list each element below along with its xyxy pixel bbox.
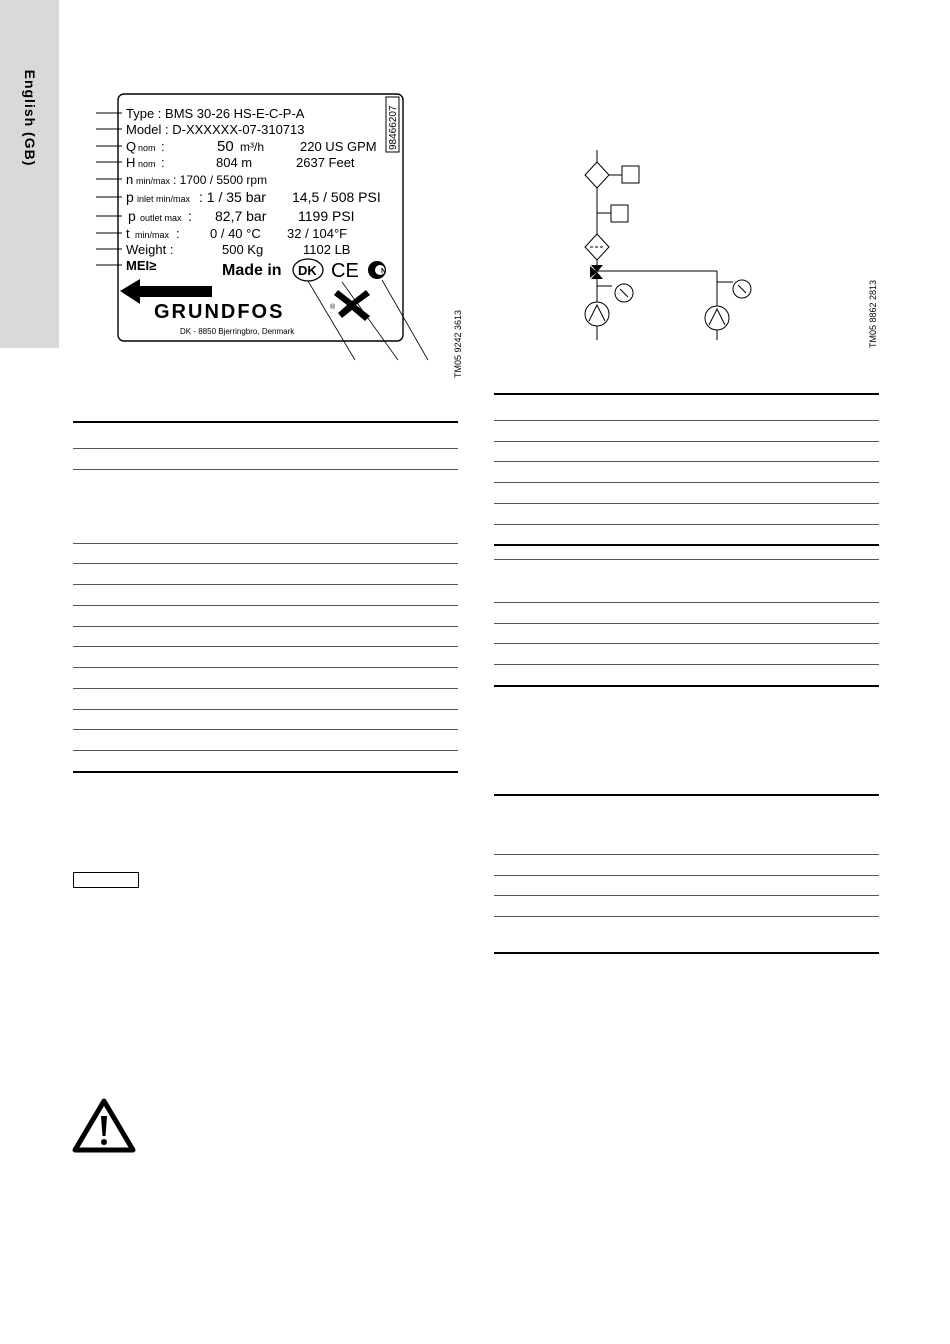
right-table-rule [494, 461, 879, 462]
right-table2-rule [494, 916, 879, 917]
weight-value: 500 Kg [222, 242, 264, 257]
side-tab [0, 0, 59, 348]
left-table-rule [73, 667, 458, 668]
h-colon: : [161, 155, 165, 170]
instrument-box-1 [622, 166, 639, 183]
right-table2-rule [494, 854, 879, 855]
p-inlet-sub: inlet min/max [137, 194, 191, 204]
h-label: H [126, 155, 136, 170]
right-table2-top-rule [494, 794, 879, 796]
q-sub: nom [138, 143, 156, 153]
right-table-rule [494, 441, 879, 442]
q-colon: : [161, 139, 165, 154]
warning-icon [72, 1098, 136, 1154]
weight-alt: 1102 LB [303, 242, 351, 257]
n-label: n [126, 172, 134, 187]
p-inlet-label: p [126, 189, 134, 205]
nameplate-figure-code: TM05 9242 3613 [453, 309, 463, 378]
right-table-rule [494, 544, 879, 546]
left-table-rule [73, 626, 458, 627]
left-table-rule [73, 448, 458, 449]
left-table-rule [73, 605, 458, 606]
ctick-mark-icon [368, 261, 386, 279]
p-outlet-alt: 1199 PSI [298, 208, 355, 224]
n-value: : 1700 / 5500 rpm [173, 173, 268, 187]
right-table-rule [494, 524, 879, 525]
reference-box [73, 872, 139, 888]
side-tab-label: English (GB) [22, 69, 38, 167]
type-line: Type : BMS 30-26 HS-E-C-P-A [126, 106, 305, 121]
right-table2-bottom-rule [494, 952, 879, 954]
left-table-rule [73, 646, 458, 647]
right-table2-rule [494, 875, 879, 876]
right-table-rule [494, 482, 879, 483]
left-table-bottom-rule [73, 771, 458, 773]
nameplate-figure [80, 80, 480, 390]
right-table-rule [494, 602, 879, 603]
t-label: t [126, 226, 130, 241]
hydraulic-diagram [560, 140, 890, 350]
q-unit: m³/h [240, 140, 264, 154]
p-outlet-sub: outlet max [140, 213, 182, 223]
q-alt: 220 US GPM [300, 139, 377, 154]
p-inlet-alt: 14,5 / 508 PSI [292, 189, 381, 205]
h-alt: 2637 Feet [296, 155, 355, 170]
manufacturer-address: DK - 8850 Bjerringbro, Denmark [180, 327, 295, 336]
weight-line: Weight : [126, 242, 174, 257]
serial-number: 98466207 [388, 105, 399, 150]
left-table-rule [73, 750, 458, 751]
q-value: 50 [217, 138, 234, 155]
p-outlet-label: p [128, 208, 136, 224]
left-table-rule [73, 584, 458, 585]
brand-registered: ® [330, 304, 336, 311]
model-line: Model : D-XXXXXX-07-310713 [126, 122, 305, 137]
left-table-rule [73, 709, 458, 710]
t-value: 0 / 40 °C [210, 226, 261, 241]
left-table-rule [73, 543, 458, 544]
t-colon: : [176, 226, 180, 241]
h-sub: nom [138, 159, 156, 169]
right-table-rule [494, 685, 879, 687]
made-in-label: Made in [222, 262, 282, 279]
left-table-top-rule [73, 421, 458, 423]
left-table-rule [73, 563, 458, 564]
right-table-top-rule [494, 393, 879, 395]
mei-line: MEI≥ [126, 258, 157, 273]
svg-text:N: N [381, 268, 387, 275]
p-outlet-colon: : [188, 208, 192, 224]
ce-mark: CE [331, 260, 359, 282]
right-table2-rule [494, 895, 879, 896]
right-table-rule [494, 420, 879, 421]
n-sub: min/max [136, 176, 171, 186]
right-table-rule [494, 664, 879, 665]
brand-logo: GRUNDFOS [154, 301, 285, 323]
filter-diamond-top [585, 162, 609, 188]
diagram-figure-code: TM05 8862 2813 [868, 279, 878, 348]
t-sub: min/max [135, 230, 170, 240]
instrument-box-2 [611, 205, 628, 222]
p-outlet-value: 82,7 bar [215, 208, 267, 224]
check-valve-icon [590, 265, 603, 279]
h-value: 804 m [216, 155, 253, 170]
left-table-rule [73, 469, 458, 470]
right-table-rule [494, 623, 879, 624]
p-inlet-value: : 1 / 35 bar [199, 189, 266, 205]
grundfos-symbol-icon [334, 290, 370, 321]
country-code: DK [298, 263, 317, 278]
left-table-rule [73, 688, 458, 689]
right-table-rule [494, 559, 879, 560]
t-alt: 32 / 104°F [287, 226, 348, 241]
q-label: Q [126, 139, 137, 154]
left-table-rule [73, 729, 458, 730]
right-table-rule [494, 503, 879, 504]
right-table-rule [494, 643, 879, 644]
callout-leader-lines [308, 280, 428, 360]
